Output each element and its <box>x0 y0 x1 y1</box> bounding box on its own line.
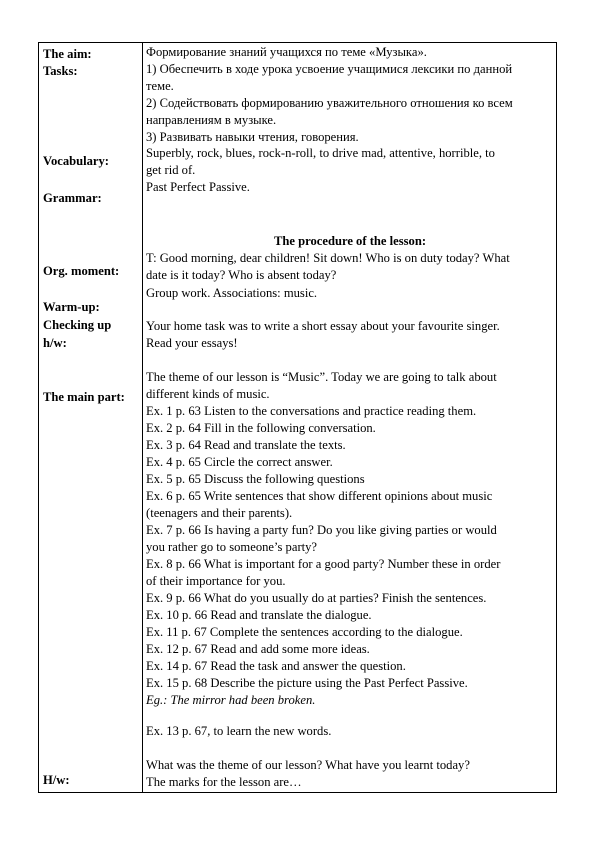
warm-up-text: Group work. Associations: music. <box>146 286 318 300</box>
main-part-line: different kinds of music. <box>146 387 270 401</box>
label-grammar: Grammar: <box>43 191 102 205</box>
tasks-line: направлениям в музыке. <box>146 113 277 127</box>
checking-up-line: Read your essays! <box>146 336 238 350</box>
main-part-line: Ex. 11 p. 67 Complete the sentences according to the dialogue. <box>146 625 463 639</box>
vocabulary-line: Superbly, rock, blues, rock-n-roll, to drive mad, attentive, horrible, to <box>146 146 495 160</box>
homework-text: Ex. 13 p. 67, to learn the new words. <box>146 724 332 738</box>
label-tasks: Tasks: <box>43 64 78 78</box>
procedure-heading: The procedure of the lesson: <box>273 234 427 248</box>
main-part-line: Ex. 4 p. 65 Circle the correct answer. <box>146 455 333 469</box>
tasks-line: теме. <box>146 79 174 93</box>
label-vocabulary: Vocabulary: <box>43 154 110 168</box>
label-aim: The aim: <box>43 47 92 61</box>
checking-up-text <box>146 318 554 352</box>
reflection-text <box>146 757 554 791</box>
main-part-text <box>146 369 554 709</box>
grammar-text: Past Perfect Passive. <box>146 180 250 194</box>
org-moment-line: T: Good morning, dear children! Sit down! Who is on duty today? What <box>146 251 510 265</box>
vocabulary-text <box>146 145 554 179</box>
main-part-line: The theme of our lesson is “Music”. Today we are going to talk about <box>146 370 497 384</box>
main-part-line: Ex. 2 p. 64 Fill in the following conversation. <box>146 421 376 435</box>
reflection-line: The marks for the lesson are… <box>146 775 302 789</box>
aim-text: Формирование знаний учащихся по теме «Музыка». <box>146 45 427 59</box>
vocabulary-line: get rid of. <box>146 163 196 177</box>
main-part-line: Ex. 10 p. 66 Read and translate the dialogue. <box>146 608 372 622</box>
column-divider <box>142 42 143 793</box>
main-part-line: Ex. 3 p. 64 Read and translate the texts. <box>146 438 346 452</box>
checking-up-line: Your home task was to write a short essay about your favourite singer. <box>146 319 500 333</box>
label-warm-up: Warm-up: <box>43 300 100 314</box>
tasks-line: 1) Обеспечить в ходе урока усвоение учащимися лексики по данной <box>146 62 513 76</box>
label-homework: H/w: <box>43 773 70 787</box>
main-part-line: Ex. 1 p. 63 Listen to the conversations and practice reading them. <box>146 404 477 418</box>
org-moment-text <box>146 250 554 284</box>
main-part-line: Ex. 12 p. 67 Read and add some more ideas. <box>146 642 370 656</box>
main-part-line: Ex. 9 p. 66 What do you usually do at parties? Finish the sentences. <box>146 591 487 605</box>
main-part-line: Ex. 7 p. 66 Is having a party fun? Do you like giving parties or would <box>146 523 497 537</box>
label-main-part: The main part: <box>43 390 125 404</box>
reflection-line: What was the theme of our lesson? What have you learnt today? <box>146 758 470 772</box>
tasks-text <box>146 61 554 146</box>
label-checking-up-hw: h/w: <box>43 336 67 350</box>
main-part-line: (teenagers and their parents). <box>146 506 293 520</box>
main-part-line: of their importance for you. <box>146 574 286 588</box>
label-checking-up: Checking up <box>43 318 112 332</box>
label-org-moment: Org. moment: <box>43 264 120 278</box>
example-sentence: Eg.: The mirror had been broken. <box>146 693 316 707</box>
main-part-line: Ex. 14 p. 67 Read the task and answer the question. <box>146 659 406 673</box>
tasks-line: 2) Содействовать формированию уважительного отношения ко всем <box>146 96 513 110</box>
main-part-line: Ex. 5 p. 65 Discuss the following questions <box>146 472 365 486</box>
main-part-line: Ex. 15 p. 68 Describe the picture using the Past Perfect Passive. <box>146 676 468 690</box>
org-moment-line: date is it today? Who is absent today? <box>146 268 337 282</box>
main-part-line: Ex. 6 p. 65 Write sentences that show different opinions about music <box>146 489 493 503</box>
tasks-line: 3) Развивать навыки чтения, говорения. <box>146 130 359 144</box>
main-part-line: Ex. 8 p. 66 What is important for a good party? Number these in order <box>146 557 501 571</box>
main-part-line: you rather go to someone’s party? <box>146 540 318 554</box>
